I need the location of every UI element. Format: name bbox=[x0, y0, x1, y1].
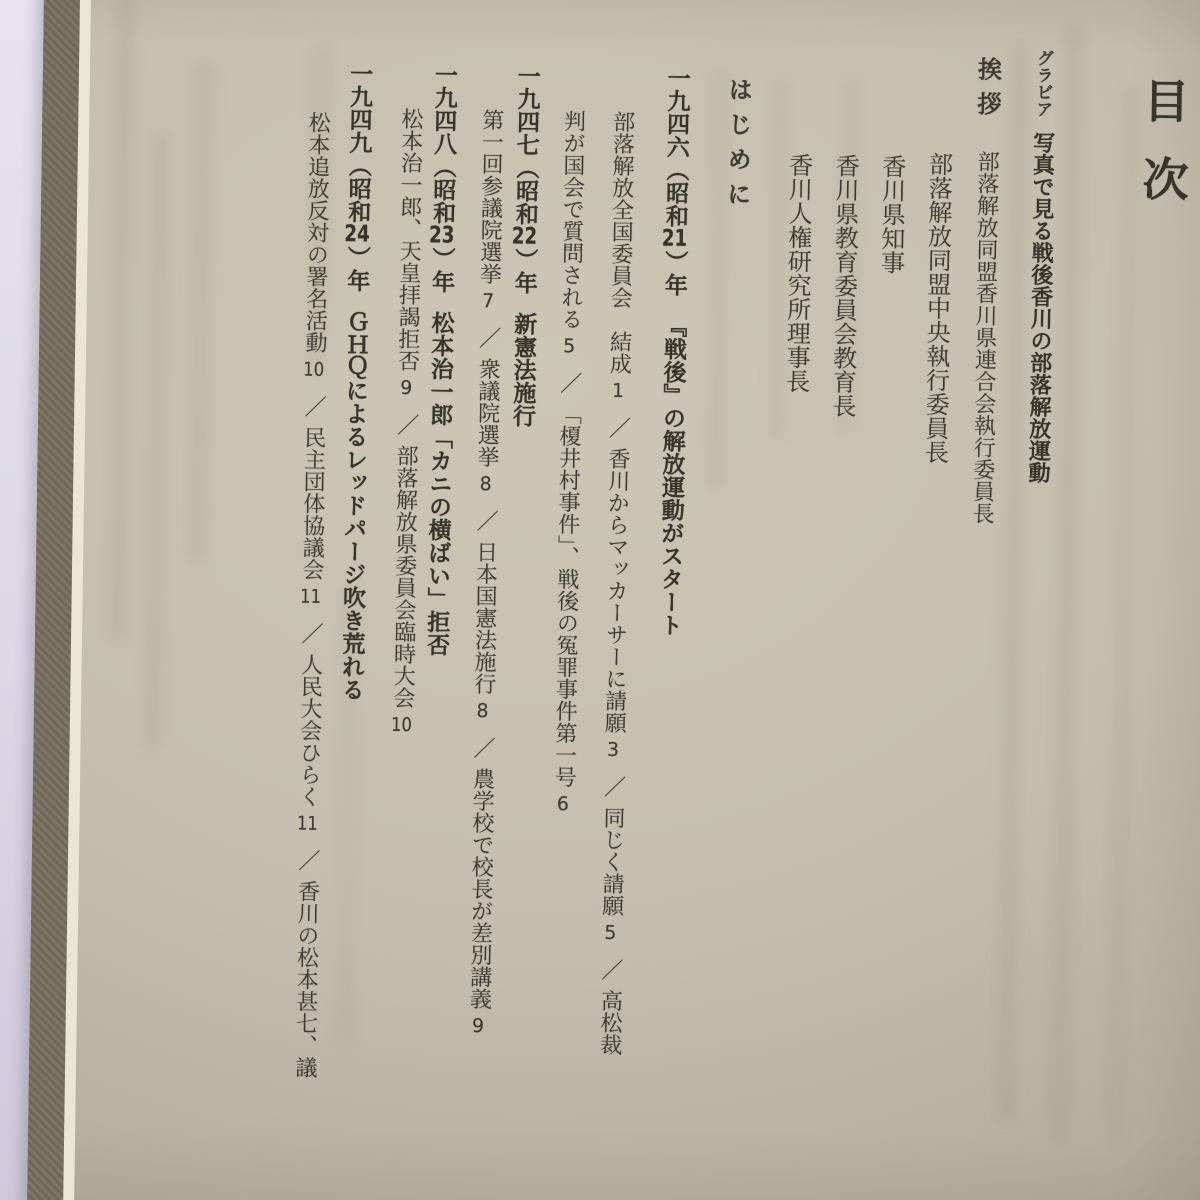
chapter-1949-items-col-1 bbox=[289, 0, 333, 1200]
item-separator: ／ bbox=[301, 395, 327, 418]
item-separator: ／ bbox=[294, 849, 321, 872]
year-digits: 21 bbox=[661, 227, 688, 251]
page-title bbox=[1123, 0, 1190, 1200]
chapter-1946-heading: 一九四六（昭和21）年『戦後』の解放運動がスタート bbox=[655, 66, 690, 637]
greetings-signatory: 香川県知事 bbox=[876, 154, 907, 275]
item-text: 同じく請願 bbox=[598, 806, 626, 917]
preface-label: はじめに bbox=[722, 76, 753, 217]
toc-entry-greetings bbox=[956, 0, 1002, 1200]
item-text: 部落解放全国委員会 結成 bbox=[606, 110, 635, 375]
item-separator: ／ bbox=[297, 622, 324, 645]
item-separator: ／ bbox=[605, 416, 631, 439]
page-number: 11 bbox=[296, 814, 318, 834]
greetings-signatory: 部落解放同盟中央執行委員長 bbox=[920, 151, 953, 465]
year-digits: 22 bbox=[511, 224, 538, 249]
item-separator: ／ bbox=[475, 326, 501, 349]
chapter-title: 『戦後』の解放運動がスタート bbox=[655, 314, 687, 637]
page-number: 3 bbox=[606, 740, 620, 760]
item-text: 香川の松本甚七、議 bbox=[291, 880, 320, 1079]
item-text: 判が国会で質問される bbox=[557, 109, 586, 330]
page-number: 9 bbox=[400, 378, 413, 398]
page-number: 5 bbox=[604, 923, 617, 943]
page-number: 8 bbox=[479, 474, 492, 494]
year-digits: 23 bbox=[428, 223, 455, 248]
item-separator: ／ bbox=[393, 413, 419, 436]
item-separator: ／ bbox=[469, 736, 496, 759]
chapter-title: ＧＨＱによるレッドパージ吹き荒れる bbox=[337, 309, 370, 701]
page-number: 8 bbox=[476, 701, 489, 721]
chapter-1946-items-col-1 bbox=[593, 0, 637, 1200]
item-separator: ／ bbox=[472, 509, 499, 532]
item-text: 松本治一郎、天皇拝謁拒否 bbox=[394, 107, 424, 372]
chapter-title: 松本治一郎「カニの横ばい」拒否 bbox=[422, 310, 454, 657]
toc-entry-preface bbox=[707, 0, 753, 1200]
page-number: 1 bbox=[611, 381, 625, 401]
toc-entry-gravure bbox=[1014, 0, 1058, 1200]
page-number: 9 bbox=[471, 1016, 485, 1036]
item-text: 部落解放県委員会臨時大会 bbox=[389, 444, 419, 709]
item-separator: ／ bbox=[597, 958, 624, 981]
item-separator: ／ bbox=[556, 371, 582, 394]
page-number: 5 bbox=[563, 336, 576, 356]
item-text: 日本国憲法施行 bbox=[470, 540, 498, 695]
page-number: 11 bbox=[299, 587, 322, 607]
item-text: 高松裁 bbox=[596, 989, 623, 1056]
chapter-1947-heading: 一九四七（昭和22）年新憲法施行 bbox=[508, 64, 540, 428]
item-separator: ／ bbox=[600, 775, 626, 798]
greetings-label: 挨拶 bbox=[972, 56, 1002, 127]
chapter-1948-heading: 一九四八（昭和23）年松本治一郎「カニの横ばい」拒否 bbox=[422, 62, 458, 657]
gravure-title: 写真で見る戦後香川の部落解放運動 bbox=[1025, 131, 1055, 484]
item-text: 松本追放反対の署名活動 bbox=[301, 111, 331, 354]
item-text: 農学校で校長が差別講義 bbox=[466, 767, 495, 1010]
chapter-title: 新憲法施行 bbox=[508, 311, 537, 428]
year-digits: 24 bbox=[344, 222, 370, 247]
showthrough-stripe bbox=[106, 0, 137, 641]
page-number: 6 bbox=[556, 794, 570, 814]
greetings-signatory: 香川人権研究所理事長 bbox=[781, 152, 813, 394]
chapter-1946-items-col-2 bbox=[544, 0, 588, 1200]
page-number: 7 bbox=[481, 291, 495, 311]
page-title-text: 目次 bbox=[1134, 76, 1191, 234]
item-text: 第一回参議院選挙 bbox=[476, 108, 504, 285]
item-text: 香川からマッカーサーに請願 bbox=[601, 447, 631, 734]
page-number: 10 bbox=[303, 360, 325, 380]
toc-page bbox=[73, 0, 1200, 1200]
item-text: 「榎井村事件」、戦後の冤罪事件第一号 bbox=[551, 402, 582, 788]
showthrough-stripe bbox=[142, 131, 171, 751]
showthrough-stripe bbox=[187, 62, 214, 562]
item-text: 衆議院選挙 bbox=[473, 357, 501, 468]
gravure-label: グラビア bbox=[1032, 49, 1054, 118]
chapter-1949-heading: 一九四九（昭和24）年ＧＨＱによるレッドパージ吹き荒れる bbox=[337, 61, 373, 701]
page-number: 10 bbox=[390, 715, 413, 735]
greetings-signatory: 部落解放同盟香川県連合会執行委員長 bbox=[969, 150, 1000, 525]
greetings-signatory: 香川県教育委員会教育長 bbox=[827, 153, 860, 418]
table-of-contents bbox=[289, 0, 1200, 1200]
item-text: 民主団体協議会 bbox=[298, 426, 326, 581]
item-text: 人民大会ひらく bbox=[295, 653, 323, 808]
